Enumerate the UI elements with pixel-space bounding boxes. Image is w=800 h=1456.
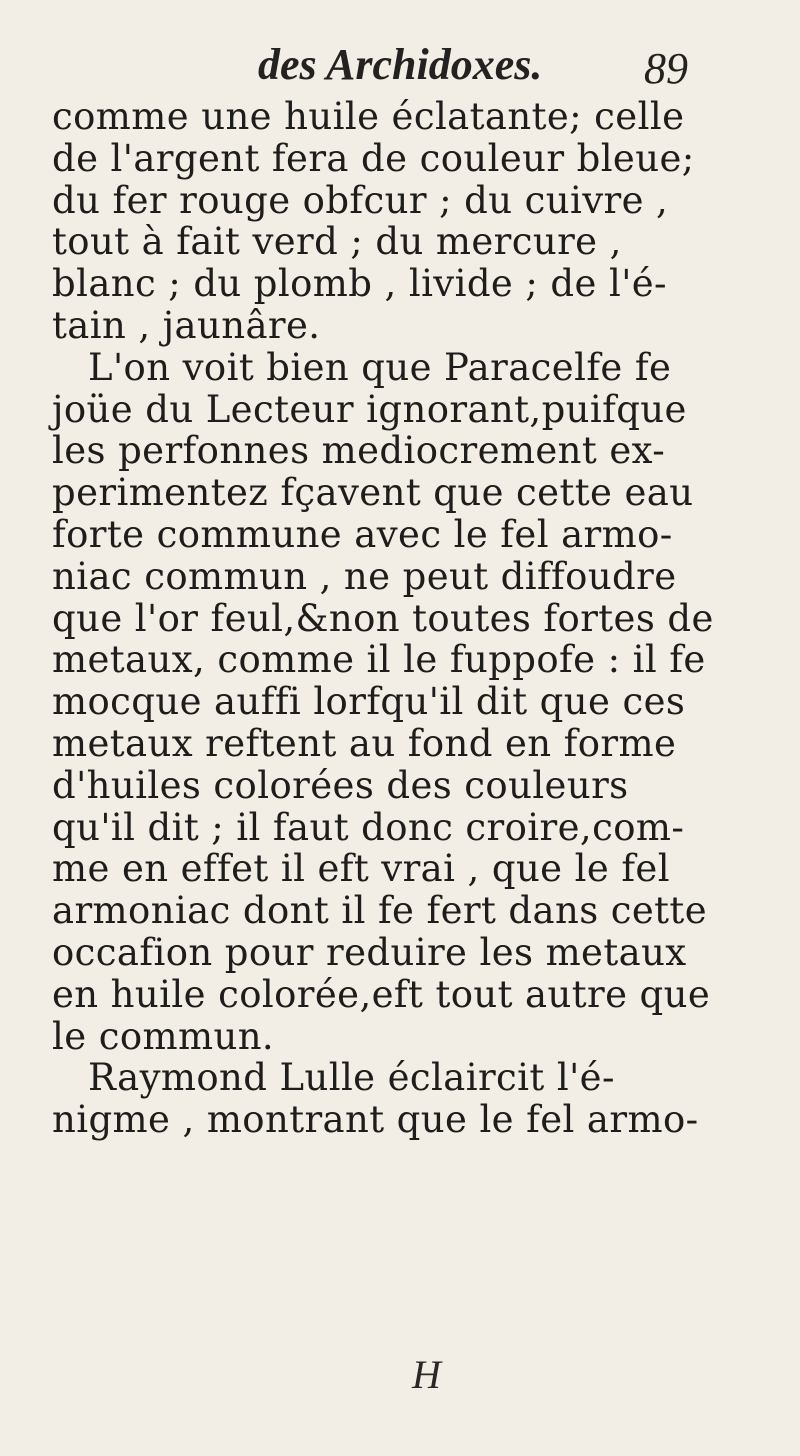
text-line: metaux, comme il le fuppofe : il fe — [52, 638, 706, 682]
text-line: du fer rouge obfcur ; du cuivre , — [52, 178, 669, 222]
text-line: en huile colorée,eft tout autre que — [52, 972, 711, 1016]
text-line: blanc ; du plomb , livide ; de l'é- — [52, 262, 667, 306]
text-line: que l'or feul,&non toutes fortes de — [52, 596, 714, 640]
running-head — [0, 40, 800, 93]
text-line: nigme , montrant que le fel armo- — [52, 1098, 699, 1142]
text-line: me en effet il eft vrai , que le fel — [52, 847, 670, 891]
text-line: tain , jaunâre. — [52, 303, 321, 347]
text-line: joüe du Lecteur ignorant,puifque — [52, 387, 687, 431]
body-text — [52, 96, 782, 1141]
text-line: perimentez fçavent que cette eau — [52, 471, 694, 515]
text-line: comme une huile éclatante; celle — [52, 95, 685, 138]
text-line: de l'argent fera de couleur bleue; — [52, 136, 695, 180]
signature-mark: H — [412, 1352, 441, 1397]
text-line: mocque auffi lorfqu'il dit que ces — [52, 680, 686, 724]
text-line: d'huiles colorées des couleurs — [52, 763, 629, 807]
text-line: tout à fait verd ; du mercure , — [52, 220, 622, 264]
page-number: 89 — [644, 44, 688, 93]
text-line: les perfonnes mediocrement ex- — [52, 429, 666, 473]
text-line: qu'il dit ; il faut donc croire,com- — [52, 805, 685, 849]
text-line: Raymond Lulle éclaircit l'é- — [88, 1056, 615, 1100]
text-line: le commun. — [52, 1014, 275, 1058]
text-line: armoniac dont il fe fert dans cette — [52, 889, 707, 933]
text-line: L'on voit bien que Paracelfe fe — [88, 345, 672, 389]
running-title: des Archidoxes. — [258, 40, 543, 89]
text-line: metaux reftent au fond en forme — [52, 721, 677, 765]
text-line: forte commune avec le fel armo- — [52, 512, 673, 556]
text-line: occafion pour reduire les metaux — [52, 930, 687, 974]
text-line: niac commun , ne peut diffoudre — [52, 554, 677, 598]
